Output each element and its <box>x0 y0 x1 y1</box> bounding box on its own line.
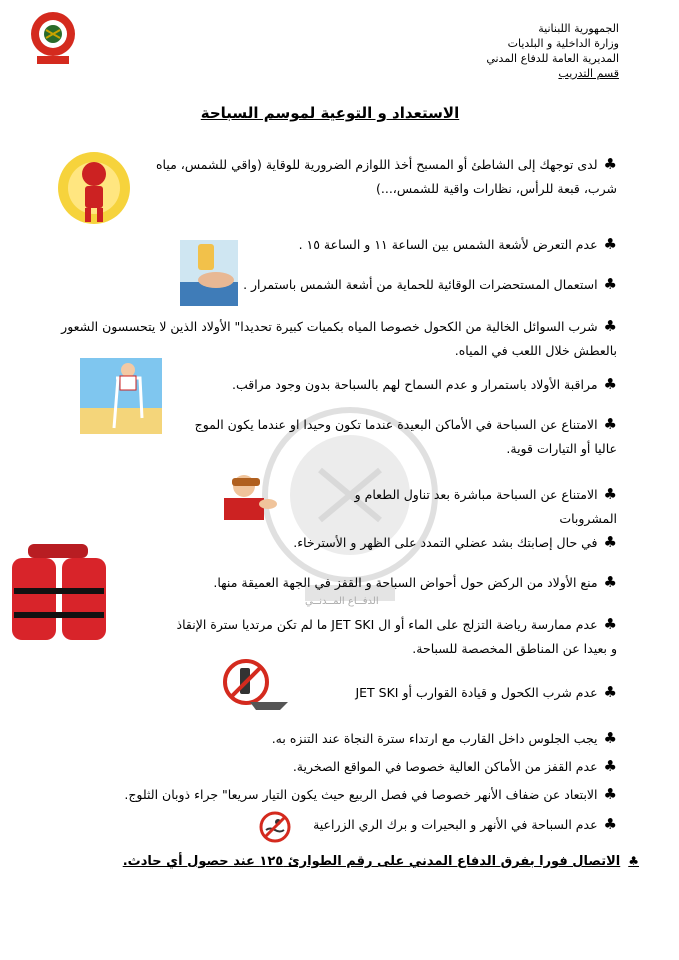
bullet-icon: ♣ <box>603 375 617 393</box>
bullet-icon: ♣ <box>603 415 617 433</box>
eating-man-image <box>218 470 280 522</box>
life-vests-image <box>8 538 108 648</box>
bullet-icon: ♣ <box>603 533 617 551</box>
bullet-icon: ♣ <box>603 815 617 833</box>
list-item: ♣مراقبة الأولاد باستمرار و عدم السماح لهم بالسباحة بدون وجود مراقب. <box>231 375 617 393</box>
list-item: ♣عدم القفز من الأماكن العالية خصوصا في المواقع الصخرية. <box>292 757 617 775</box>
bullet-icon: ♣ <box>603 729 617 747</box>
list-item: ♣عدم التعرض لأشعة الشمس بين الساعة ١١ و الساعة ١٥ . <box>298 235 617 253</box>
bullet-icon: ♣ <box>603 235 617 253</box>
list-item: ♣الابتعاد عن ضفاف الأنهر خصوصا في فصل الربيع حيث يكون التيار سريعا" جراء ذوبان الثلوج. <box>124 785 617 803</box>
header-department: قسم التدريب <box>558 67 619 80</box>
list-item: ♣استعمال المستحضرات الوقائية للحماية من أشعة الشمس باستمرار . <box>243 275 617 293</box>
header-country: الجمهورية اللبنانية <box>538 22 619 35</box>
bullet-icon: ♣ <box>603 757 617 775</box>
bullet-icon: ♣ <box>603 485 617 503</box>
bullet-icon: ♣ <box>603 615 617 633</box>
list-item: ♣منع الأولاد من الركض حول أحواض السباحة و القفز في الجهة العميقة منها. <box>213 573 617 591</box>
list-item: ♣في حال إصابتك بشد عضلي التمدد على الظهر و الأسترخاء. <box>293 533 617 551</box>
list-item: ♣لدى توجهك إلى الشاطئ أو المسبح أخذ اللوازم الضرورية للوقاية (واقي للشمس، مياه شرب، قبعة للرأس، نظارات واقية للشمس،...) <box>156 155 617 196</box>
no-alcohol-boat-icon <box>222 656 292 714</box>
bullet-icon: ♣ <box>603 683 617 701</box>
civil-defense-logo <box>28 8 78 70</box>
header-ministry: وزارة الداخلية و البلديات <box>507 37 619 50</box>
bullet-icon: ♣ <box>603 155 617 173</box>
list-item: ♣الامتناع عن السباحة مباشرة بعد تناول الطعام و المشروبات <box>354 485 617 526</box>
header-directorate: المديرية العامة للدفاع المدني <box>486 52 619 65</box>
page-title: الاستعداد و التوعية لموسم السباحة <box>200 104 460 122</box>
list-item: ♣يجب الجلوس داخل القارب مع ارتداء سترة النجاة عند التنزه به. <box>271 729 617 747</box>
list-item: ♣عدم شرب الكحول و قيادة القوارب أو JET SKI <box>355 683 617 701</box>
emergency-footer: ♣الاتصال فورا بفرق الدفاع المدني على رقم الطوارئ ١٢٥ عند حصول أي حادث. <box>122 854 639 869</box>
bullet-icon: ♣ <box>603 573 617 591</box>
no-swimming-icon <box>258 810 292 844</box>
list-item: ♣الامتناع عن السباحة في الأماكن البعيدة عندما تكون وحيدا او عندما يكون الموج عاليا أو التيارات قوية. <box>194 415 617 456</box>
watermark-text: الدفــاع المــدنــي <box>305 596 379 607</box>
list-item: ♣عدم السباحة في الأنهر و البحيرات و برك الري الزراعية <box>313 815 617 833</box>
bullet-icon: ♣ <box>603 785 617 803</box>
bullet-icon: ♣ <box>603 317 617 335</box>
bullet-icon: ♣ <box>603 275 617 293</box>
bullet-icon: ♣ <box>628 854 639 868</box>
list-item: ♣شرب السوائل الخالية من الكحول خصوصا المياه بكميات كبيرة تحديدا" الأولاد الذين لا يتحسسون الشعور بالعطش خلال اللعب في المياه. <box>61 317 617 358</box>
list-item: ♣عدم ممارسة رياضة التزلج على الماء أو ال JET SKI ما لم تكن مرتديا سترة الإنقاذ و بعيدا عن المناطق المخصصة للسباحة. <box>176 615 617 656</box>
sun-character-image <box>55 148 133 230</box>
